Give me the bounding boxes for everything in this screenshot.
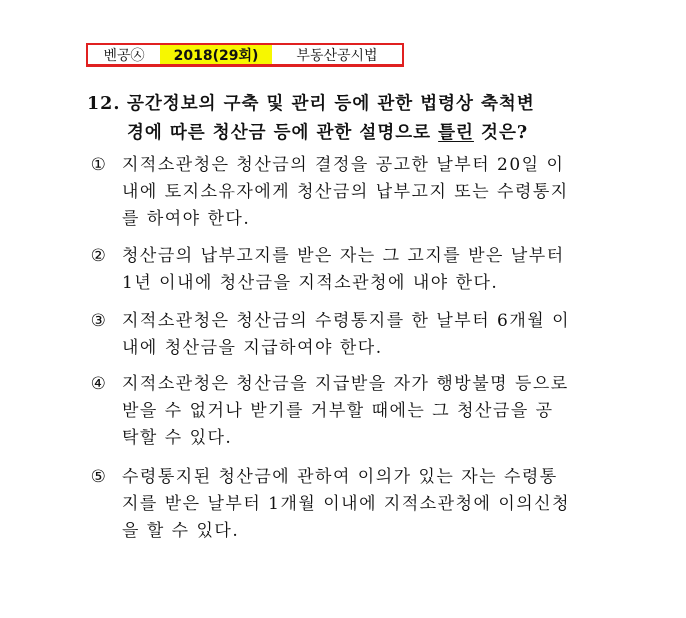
question-line-1: 공간정보의 구축 및 관리 등에 관한 법령상 축척변 [127, 94, 535, 114]
option-text [87, 464, 647, 545]
option-marker: ③ [90, 311, 108, 331]
option-line: 지를 받은 날부터 1개월 이내에 지적소관청에 이의신청 [122, 494, 571, 514]
option-marker: ① [90, 155, 108, 175]
option-text [87, 308, 647, 362]
exam-year: 2018(29회) [160, 45, 272, 64]
option-marker: ⑤ [90, 467, 108, 487]
question-emphasis: 틀린 [438, 123, 474, 143]
option-marker: ④ [90, 374, 108, 394]
option-line: 지적소관청은 청산금의 결정을 공고한 날부터 20일 이 [122, 155, 565, 175]
question-line-2-prefix: 경에 따른 청산금 등에 관한 설명으로 [127, 123, 439, 143]
option-text [87, 152, 647, 233]
option-line: 내에 청산금을 지급하여야 한다. [122, 338, 383, 358]
option-text [87, 243, 647, 297]
option-text [87, 371, 647, 452]
option-line: 1년 이내에 청산금을 지적소관청에 내야 한다. [122, 273, 499, 293]
option-line: 탁할 수 있다. [122, 428, 233, 448]
option-line: 내에 토지소유자에게 청산금의 납부고지 또는 수령통지 [122, 182, 569, 202]
option-3[interactable] [87, 308, 647, 362]
exam-subject: 부동산공시법 [272, 45, 402, 64]
question-number: 12. [87, 94, 121, 114]
question-stem [87, 90, 647, 148]
option-4[interactable] [87, 371, 647, 452]
option-line: 지적소관청은 청산금을 지급받을 자가 행방불명 등으로 [122, 374, 569, 394]
option-line: 수령통지된 청산금에 관하여 이의가 있는 자는 수령통 [122, 467, 558, 487]
option-marker: ② [90, 246, 108, 266]
question-line-2-suffix: 것은? [473, 123, 529, 143]
option-2[interactable] [87, 243, 647, 297]
option-line: 을 할 수 있다. [122, 521, 240, 541]
option-5[interactable] [87, 464, 647, 545]
option-line: 를 하여야 한다. [122, 209, 251, 229]
option-line: 받을 수 없거나 받기를 거부할 때에는 그 청산금을 공 [122, 401, 554, 421]
question-line-2 [87, 119, 647, 148]
exam-badge: 벤공㉦ [88, 45, 160, 64]
option-1[interactable] [87, 152, 647, 233]
option-line: 청산금의 납부고지를 받은 자는 그 고지를 받은 날부터 [122, 246, 565, 266]
exam-header [86, 43, 404, 67]
option-line: 지적소관청은 청산금의 수령통지를 한 날부터 6개월 이 [122, 311, 571, 331]
